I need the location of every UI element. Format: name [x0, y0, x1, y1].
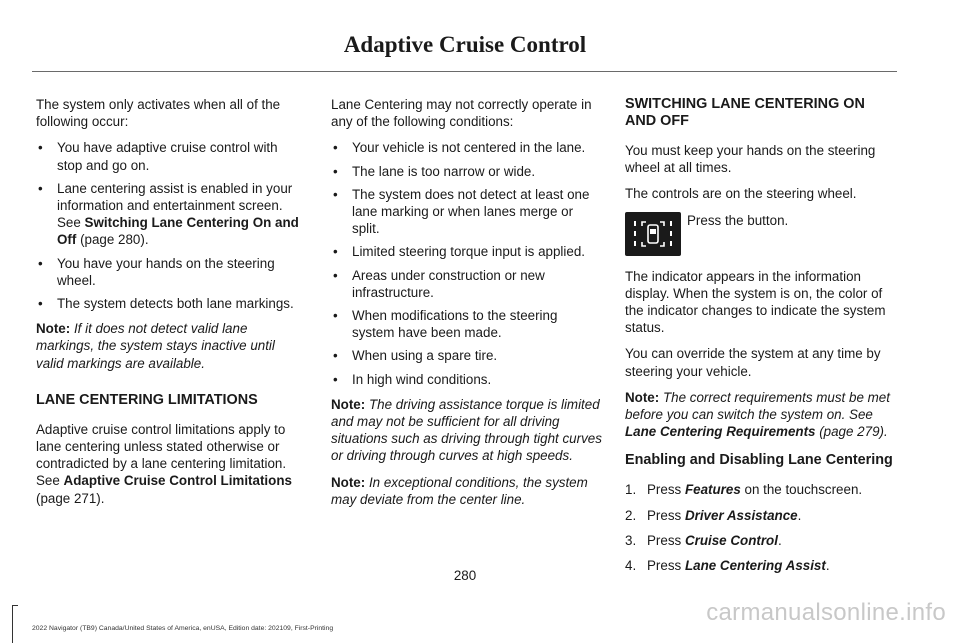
col3-paragraph-2: The controls are on the steering wheel. — [625, 186, 857, 202]
step-text: Press — [647, 507, 685, 523]
note-text: In exceptional conditions, the system may deviate from the center line. — [331, 474, 588, 507]
col2-bullet-list — [331, 139, 603, 387]
lane-centering-icon — [625, 212, 681, 256]
section-heading: LANE CENTERING LIMITATIONS — [36, 391, 258, 408]
crop-mark — [12, 605, 13, 643]
crop-mark — [12, 605, 18, 606]
paragraph-text: (page 271). — [36, 490, 105, 506]
list-item: • The system detects both lane markings. — [36, 295, 306, 312]
col2-note-1 — [331, 396, 603, 465]
edition-footer: 2022 Navigator (TB9) Canada/United States of America, enUSA, Edition date: 202109, First-Printing — [32, 625, 334, 632]
col1-limitations — [36, 421, 306, 507]
step-text: . — [777, 532, 782, 548]
step-text: on the touchscreen. — [740, 482, 863, 498]
col1-bullet-list — [36, 139, 306, 312]
press-instruction: Press the button. — [687, 212, 789, 228]
col1-note — [36, 320, 306, 372]
col3-paragraph-3: The indicator appears in the information display. When the system is on, the color of the indicator changes to indicate the system status. — [625, 268, 886, 336]
watermark: carmanualsonline.info — [706, 599, 946, 626]
menu-option: Lane Centering Assist — [684, 558, 826, 574]
step-number: 4. — [625, 558, 637, 574]
page-number: 280 — [453, 568, 477, 583]
cross-reference-link[interactable]: Adaptive Cruise Control Limitations — [63, 473, 292, 489]
subsection-heading: Enabling and Disabling Lane Centering — [625, 452, 893, 469]
note-text: The driving assistance torque is limited and may not be sufficient for all driving situations such as driving through tight curves or driving through curves at high speeds. — [331, 396, 602, 464]
list-item: • You have adaptive cruise control with stop and go on. — [36, 139, 306, 173]
list-item: • When using a spare tire. — [331, 347, 603, 364]
step-text: Press — [647, 482, 685, 498]
list-item: • Your vehicle is not centered in the lane. — [331, 139, 603, 156]
step-number: 3. — [625, 532, 637, 548]
list-item: • The lane is too narrow or wide. — [331, 163, 603, 180]
column-3 — [625, 96, 897, 582]
page-header-title: Adaptive Cruise Control — [343, 32, 587, 57]
paragraph-text: Adaptive cruise control limitations apply to lane centering unless stated otherwise or contradicted by a lane centering limitation. See — [36, 421, 287, 489]
col3-note — [625, 389, 897, 441]
header-rule — [32, 71, 897, 72]
lane-centering-icon-glyph — [625, 212, 681, 256]
column-2 — [331, 96, 603, 517]
note-label: Note: — [36, 321, 71, 337]
cross-reference-link[interactable]: Lane Centering Requirements — [625, 424, 816, 440]
step-text: . — [825, 558, 830, 574]
list-item — [36, 180, 306, 249]
list-item: • The system does not detect at least one lane marking or when lanes merge or split. — [331, 186, 603, 238]
list-item: • Areas under construction or new infrastructure. — [331, 267, 603, 301]
menu-option: Cruise Control — [684, 532, 778, 548]
step-text: Press — [647, 558, 685, 574]
note-label: Note: — [625, 389, 660, 405]
cross-reference-link[interactable]: Switching Lane Centering On and Off — [57, 215, 299, 248]
step-number: 2. — [625, 507, 637, 523]
list-item: • Limited steering torque input is applied. — [331, 243, 603, 260]
note-label: Note: — [331, 474, 366, 490]
note-label: Note: — [331, 396, 366, 412]
steps-list — [625, 481, 897, 574]
bullet-text: (page 280). — [76, 232, 149, 248]
step-item — [625, 507, 897, 524]
note-text: (page 279). — [815, 424, 888, 440]
step-item — [625, 481, 897, 498]
col3-paragraph-1: You must keep your hands on the steering wheel at all times. — [625, 143, 876, 176]
col2-intro: Lane Centering may not correctly operate in any of the following conditions: — [331, 97, 592, 130]
step-item — [625, 532, 897, 549]
col3-paragraph-4: You can override the system at any time by steering your vehicle. — [625, 346, 881, 379]
note-text: The correct requirements must be met before you can switch the system on. See — [625, 389, 890, 423]
note-text: If it does not detect valid lane markings, the system stays inactive until valid markings are available. — [36, 321, 275, 371]
section-heading: SWITCHING LANE CENTERING ON AND OFF — [625, 96, 865, 129]
menu-option: Features — [684, 482, 741, 498]
col2-note-2 — [331, 474, 603, 508]
icon-row — [625, 212, 897, 256]
step-number: 1. — [625, 482, 637, 498]
column-1 — [36, 96, 306, 516]
list-item: • You have your hands on the steering wheel. — [36, 255, 306, 289]
list-item: • When modifications to the steering system have been made. — [331, 307, 603, 341]
bullet-text: Lane centering assist is enabled in your information and entertainment screen. See — [57, 180, 293, 231]
step-text: Press — [647, 532, 685, 548]
step-text: . — [797, 507, 802, 523]
menu-option: Driver Assistance — [684, 507, 798, 523]
list-item: • In high wind conditions. — [331, 371, 603, 388]
col1-intro: The system only activates when all of the following occur: — [36, 97, 281, 130]
